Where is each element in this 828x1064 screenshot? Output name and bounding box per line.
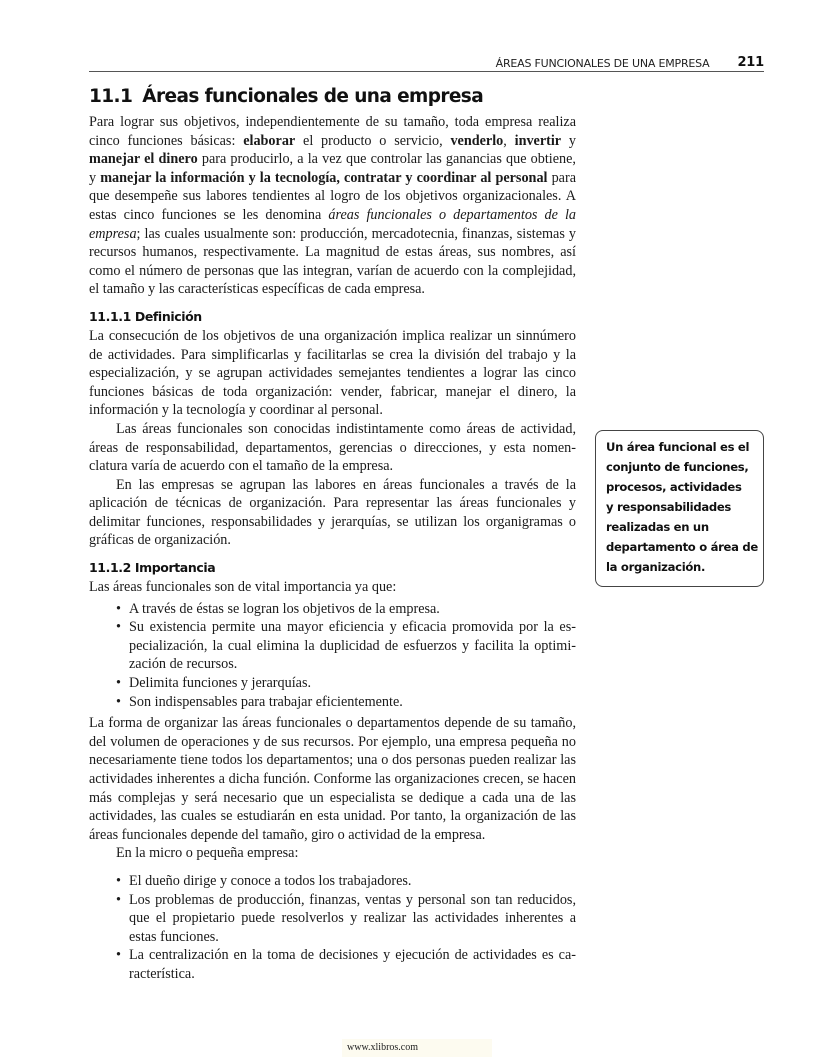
text-run: para que desempeñe sus labores tendientes al logro de los objetivos organizacionales. A estas cinco funciones se les denomina <box>89 169 576 223</box>
sidebar-line: y responsabilidades <box>606 500 732 514</box>
list-item: • La centralización en la toma de decisiones y ejecución de actividades es característica. <box>129 946 576 983</box>
list-item: • A través de éstas se logran los objetivos de la empresa. <box>129 600 576 619</box>
section-title <box>89 86 576 107</box>
sidebar-line: procesos, actividades <box>606 480 742 494</box>
definicion-paragraph: La consecución de los objetivos de una organización implica realizar un sinnúmero de actividades. Para simplificarlas y facilitarlas se crea la división del trabajo y la especialización, y se agrupan actividades semejantes tendientes a lograr las cinco funciones básicas de toda organización: vender, fabricar, manejar el dinero, la información y la tecnología y coordinar al personal. <box>89 327 576 419</box>
definicion-paragraph: En las empresas se agrupan las labores en áreas funcionales a través de la aplicación de técnicas de organización. Para representar las áreas funcionales y delimitar funciones, responsabilidades y jerarquías, se utilizan los organigramas o gráficas de organización. <box>89 476 576 549</box>
bold-term: manejar el dinero <box>89 151 198 168</box>
text-run: Para lograr sus objetivos, independientemente de su tamaño, toda empresa realiza cinco funciones básicas: <box>89 114 576 149</box>
main-column <box>89 86 576 987</box>
list-item: • Los problemas de producción, finanzas, ventas y personal son tan reducidos, que el propietario puede resolverlos y realizar las actividades inherentes a estas funciones. <box>129 891 576 947</box>
sidebar-line: realizadas en un <box>606 520 709 534</box>
subsection-heading-importancia: 11.1.2 Importancia <box>89 560 216 576</box>
sidebar-line: la organización. <box>606 560 706 574</box>
section-number: 11.1 <box>89 86 133 107</box>
list-item: • Son indispensables para trabajar eficientemente. <box>129 693 576 712</box>
running-head <box>89 52 764 72</box>
importancia-paragraph: La forma de organizar las áreas funcionales o departamentos depende de su tamaño, del volumen de operaciones y de sus recursos. Por ejemplo, una empresa pequeña no necesariamente tiene todos los departamentos; una o dos personas pueden realizar las actividades inherentes a dicha función. Conforme las organizaciones crecen, se hacen más complejas y será necesario que un especialista se dedique a cada una de las actividades, las cuales se estudiarán en esta unidad. Por tanto, la organización de las áreas funcionales depende del tamaño, giro o actividad de la empresa. <box>89 715 576 843</box>
micro-list <box>89 872 576 984</box>
micro-lead: En la micro o pequeña empresa: <box>116 845 299 862</box>
intro-paragraph <box>89 113 576 299</box>
text-run: ; las cuales usualmente son: producción, mercadotecnia, finanzas, sistemas y recursos humanos, respectivamente. La magnitud de estas áreas, sus nombres, así como el número de personas que las integran, varían de acuerdo con la complejidad, el tamaño y las características específicas de cada empresa. <box>89 225 576 298</box>
importancia-list <box>89 600 576 712</box>
bold-term: venderlo <box>450 132 504 149</box>
importancia-lead: Las áreas funcionales son de vital importancia ya que: <box>89 579 397 596</box>
bold-term: manejar la información y la tecnología, contratar y coordinar al personal <box>100 169 548 186</box>
list-item: • Delimita funciones y jerarquías. <box>129 674 576 693</box>
list-item: • El dueño dirige y conoce a todos los trabajadores. <box>129 872 576 891</box>
running-head-title: ÁREAS FUNCIONALES DE UNA EMPRESA <box>495 57 710 70</box>
definicion-paragraph: Las áreas funcionales son conocidas indistintamente como áreas de actividad, áreas de responsabilidad, departamentos, gerencias o direcciones, y esta nomenclatura varía de acuerdo con el tamaño de la empresa. <box>89 420 576 475</box>
subsection-heading-definicion: 11.1.1 Definición <box>89 308 202 324</box>
list-item: • Su existencia permite una mayor eficiencia y eficacia promovida por la especialización, la cual elimina la duplicidad de esfuerzos y facilita la optimización de recursos. <box>129 618 576 674</box>
text-run: para producirlo, a la vez que controlar las ganancias que obtiene, y <box>89 151 576 186</box>
text-run: el producto o servicio, <box>295 132 451 149</box>
sidebar-line: departamento o área de <box>606 540 758 554</box>
text-run: y <box>561 132 577 149</box>
section-title-text: Áreas funcionales de una empresa <box>142 86 484 107</box>
definition-sidebar-box <box>595 430 764 587</box>
sidebar-line: Un área funcional es el <box>606 440 750 454</box>
italic-term: áreas funcionales o departamentos de la empresa <box>89 206 577 242</box>
text-run: , <box>503 132 515 149</box>
bold-term: invertir <box>514 132 562 149</box>
footer-watermark: www.xlibros.com <box>342 1039 492 1057</box>
sidebar-line: conjunto de funciones, <box>606 460 749 474</box>
page-number: 211 <box>737 55 764 70</box>
bold-term: elaborar <box>243 132 296 149</box>
